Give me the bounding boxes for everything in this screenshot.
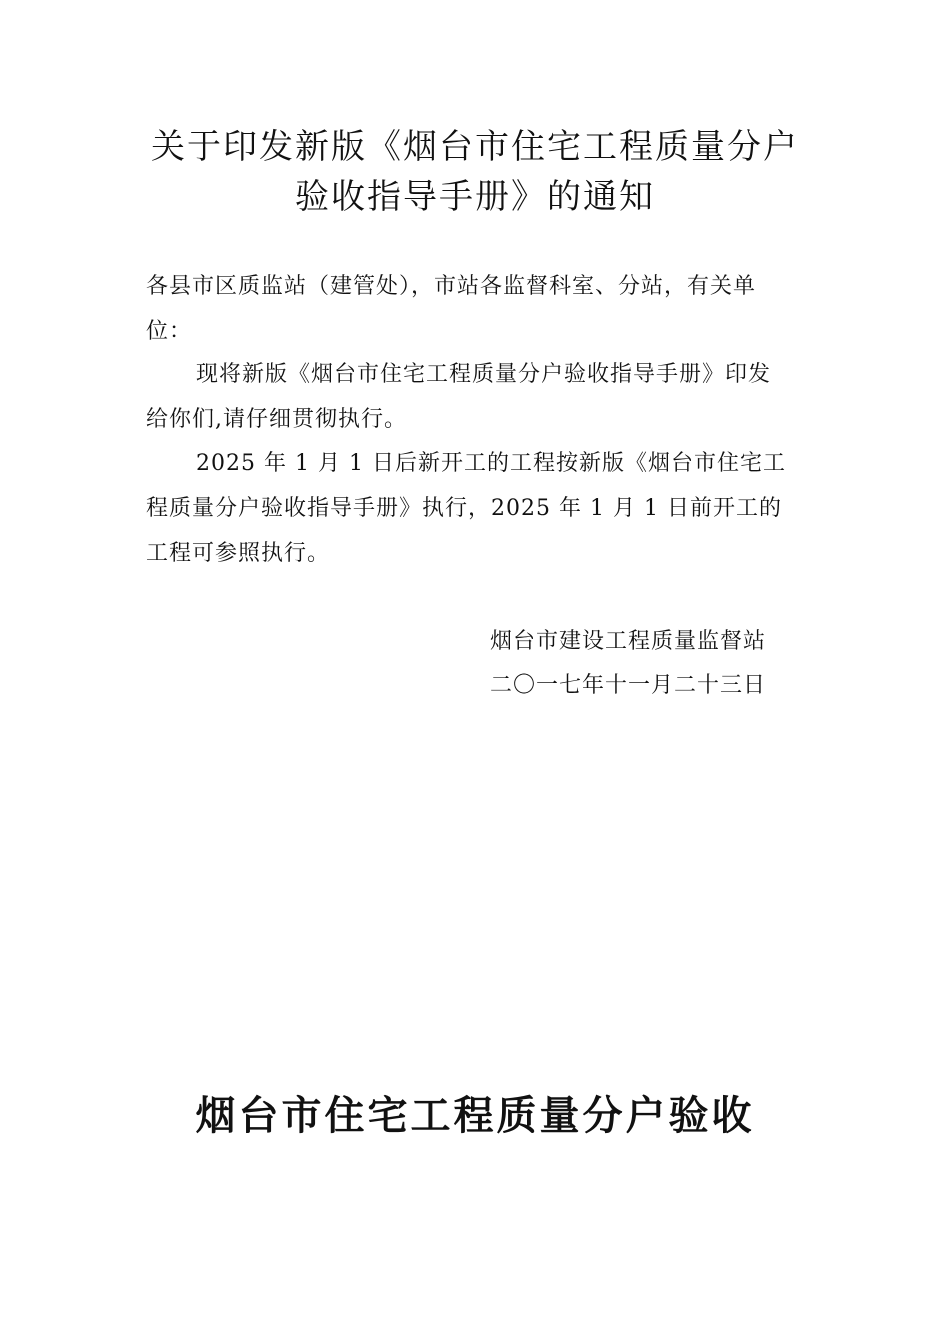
salutation: 各县市区质监站（建管处），市站各监督科室、分站，有关单位： [146, 274, 757, 344]
cover-title: 烟台市住宅工程质量分户验收 [195, 1093, 755, 1139]
notice-title-line-1: 关于印发新版《烟台市住宅工程质量分户 [151, 127, 799, 167]
notice-title [140, 122, 810, 222]
signature-date: 二〇一七年十一月二十三日 [490, 673, 767, 698]
notice-title-line-2: 验收指导手册》的通知 [295, 177, 655, 217]
signature-organization: 烟台市建设工程质量监督站 [490, 629, 767, 654]
notice-paragraph-2: 2025 年 1 月 1 日后新开工的工程按新版《烟台市住宅工程质量分户验收指导手册》执行，2025 年 1 月 1 日前开工的工程可参照执行。 [146, 451, 786, 566]
notice-paragraph-1: 现将新版《烟台市住宅工程质量分户验收指导手册》印发给你们,请仔细贯彻执行。 [146, 362, 772, 432]
